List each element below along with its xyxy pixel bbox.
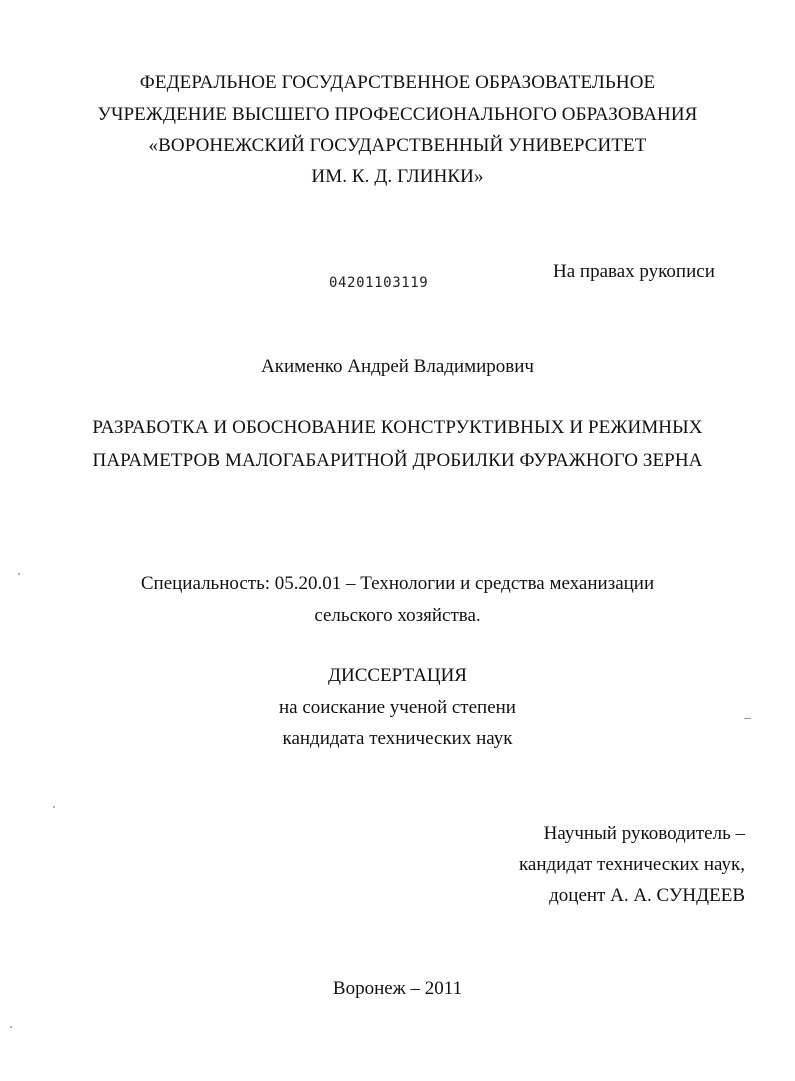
city-year: Воронеж – 2011 <box>332 978 463 999</box>
header-line-2: УЧРЕЖДЕНИЕ ВЫСШЕГО ПРОФЕССИОНАЛЬНОГО ОБРАЗОВАНИЯ <box>97 104 698 125</box>
header-line-4: ИМ. К. Д. ГЛИНКИ» <box>311 166 484 187</box>
title-line-1: РАЗРАБОТКА И ОБОСНОВАНИЕ КОНСТРУКТИВНЫХ И РЕЖИМНЫХ <box>92 417 703 438</box>
specialty-line-1: Специальность: 05.20.01 – Технологии и средства механизации <box>140 573 655 594</box>
specialty-line-2: сельского хозяйства. <box>314 605 481 626</box>
work-type-line-1: на соискание ученой степени <box>279 697 516 718</box>
scan-speck <box>53 806 55 808</box>
work-type-line-2: кандидата технических наук <box>282 728 513 749</box>
header-line-3: «ВОРОНЕЖСКИЙ ГОСУДАРСТВЕННЫЙ УНИВЕРСИТЕТ <box>148 135 647 156</box>
title-line-2: ПАРАМЕТРОВ МАЛОГАБАРИТНОЙ ДРОБИЛКИ ФУРАЖНОГО ЗЕРНА <box>92 450 703 471</box>
supervisor-line-1: Научный руководитель – <box>543 823 745 844</box>
scan-speck <box>10 1026 12 1028</box>
work-type-heading: ДИССЕРТАЦИЯ <box>328 665 467 686</box>
scan-speck <box>744 718 751 719</box>
manuscript-note: На правах рукописи <box>553 261 715 282</box>
author-name: Акименко Андрей Владимирович <box>261 356 534 377</box>
supervisor-line-2: кандидат технических наук, <box>518 854 745 875</box>
registration-number: 04201103119 <box>329 275 429 291</box>
supervisor-line-3: доцент А. А. СУНДЕЕВ <box>549 885 745 906</box>
scan-speck <box>18 573 20 575</box>
header-line-1: ФЕДЕРАЛЬНОЕ ГОСУДАРСТВЕННОЕ ОБРАЗОВАТЕЛЬНОЕ <box>139 72 656 93</box>
